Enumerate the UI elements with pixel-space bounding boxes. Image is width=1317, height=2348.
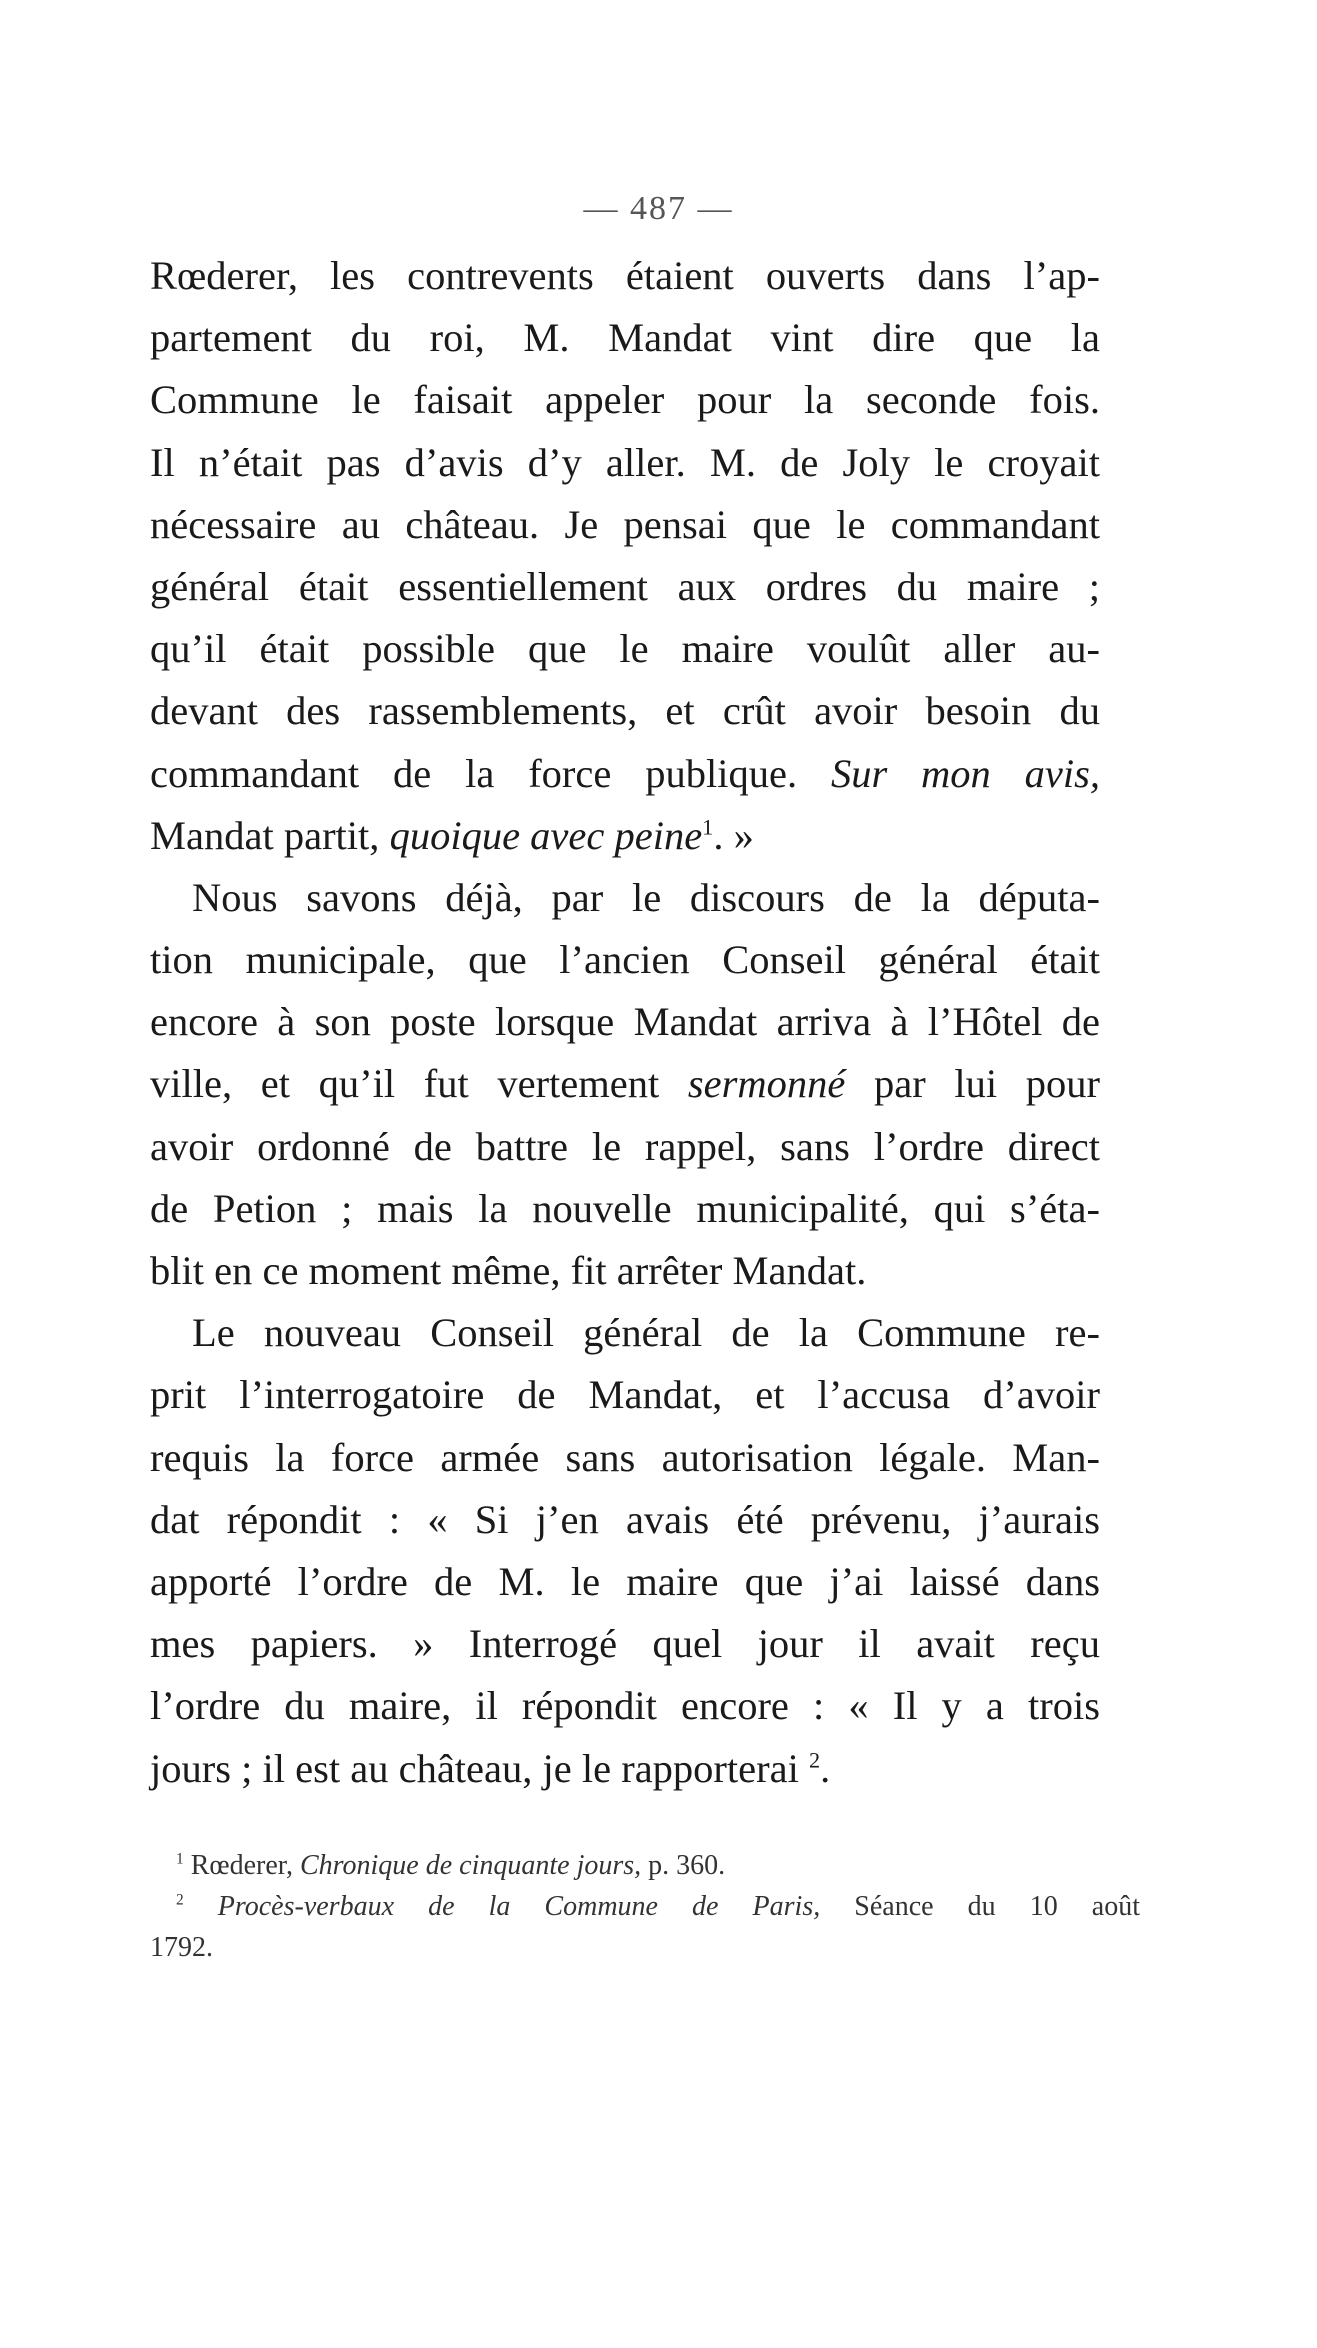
text-line: l’ordre du maire, il répondit encore : « Il y a trois (150, 1683, 1100, 1729)
text-line: Commune le faisait appeler pour la seconde fois. (150, 377, 1100, 423)
footnote-title: Chronique de cinquante jours, (299, 1850, 642, 1881)
text-line: devant des rassemblements, et crût avoir besoin du (150, 688, 1100, 734)
footnote-marker: 1 (176, 1850, 184, 1868)
footnote-ref: 2 (808, 1747, 821, 1772)
text-line (150, 805, 1100, 867)
italic-phrase: Sur mon avis, (830, 750, 1101, 796)
text-segment: . » (713, 812, 754, 858)
text-segment: ville, et qu’il fut vertement (150, 1061, 660, 1107)
footnote-ref: 1 (702, 814, 714, 840)
text-line: encore à son poste lorsque Mandat arriva à l’Hôtel de (150, 999, 1100, 1045)
body-text (150, 245, 1100, 1800)
text-line: de Petion ; mais la nouvelle municipalité, qui s’éta- (150, 1185, 1100, 1231)
text-line: Rœderer, les contrevents étaient ouverts dans l’ap- (150, 253, 1100, 298)
text-segment: par lui pour (874, 1061, 1100, 1107)
text-line: requis la force armée sans autorisation légale. Man- (150, 1434, 1100, 1480)
text-segment: commandant de la force publique. (150, 750, 798, 796)
footnote-title: Procès-verbaux de la Commune de Paris, (217, 1891, 821, 1922)
text-line: prit l’interrogatoire de Mandat, et l’accusa d’avoir (150, 1372, 1100, 1418)
text-line: apporté l’ordre de M. le maire que j’ai laissé dans (150, 1558, 1100, 1604)
footnote-marker: 2 (176, 1891, 184, 1909)
page-number: — 487 — (583, 190, 734, 227)
text-segment: . (820, 1745, 831, 1791)
text-line: avoir ordonné de battre le rappel, sans l’ordre direct (150, 1123, 1100, 1169)
footnote-2-continued: 1792. (150, 1932, 213, 1963)
footnotes (150, 1845, 1140, 1968)
text-segment: Mandat partit, (150, 812, 380, 858)
text-line: dat répondit : « Si j’en avais été prévenu, j’aurais (150, 1496, 1100, 1542)
footnote-page: p. 360. (648, 1850, 726, 1881)
text-line: qu’il était possible que le maire voulût aller au- (150, 626, 1100, 672)
text-line: blit en ce moment même, fit arrêter Mandat. (150, 1248, 867, 1293)
text-line: Nous savons déjà, par le discours de la députa- (192, 874, 1100, 920)
text-line: partement du roi, M. Mandat vint dire que la (150, 315, 1100, 361)
text-line: Le nouveau Conseil général de la Commune re- (192, 1310, 1100, 1356)
text-line (150, 1053, 1100, 1115)
footnote-author: Rœderer, (190, 1850, 293, 1881)
text-line: Il n’était pas d’avis d’y aller. M. de Joly le croyait (150, 439, 1100, 485)
footnote-2 (150, 1886, 1140, 1927)
text-line: général était essentiellement aux ordres du maire ; (150, 563, 1100, 609)
footnote-text: Séance du 10 août (854, 1891, 1141, 1922)
text-line (150, 743, 1100, 805)
footnote-1 (150, 1845, 1140, 1886)
text-line (150, 1738, 1100, 1800)
italic-phrase: sermonné (687, 1061, 846, 1107)
text-segment: jours ; il est au château, je le rapporterai (150, 1745, 799, 1791)
text-line: nécessaire au château. Je pensai que le commandant (150, 501, 1100, 547)
italic-phrase: quoique avec peine (389, 812, 703, 858)
text-line: tion municipale, que l’ancien Conseil général était (150, 937, 1100, 983)
text-line: mes papiers. » Interrogé quel jour il avait reçu (150, 1621, 1100, 1667)
